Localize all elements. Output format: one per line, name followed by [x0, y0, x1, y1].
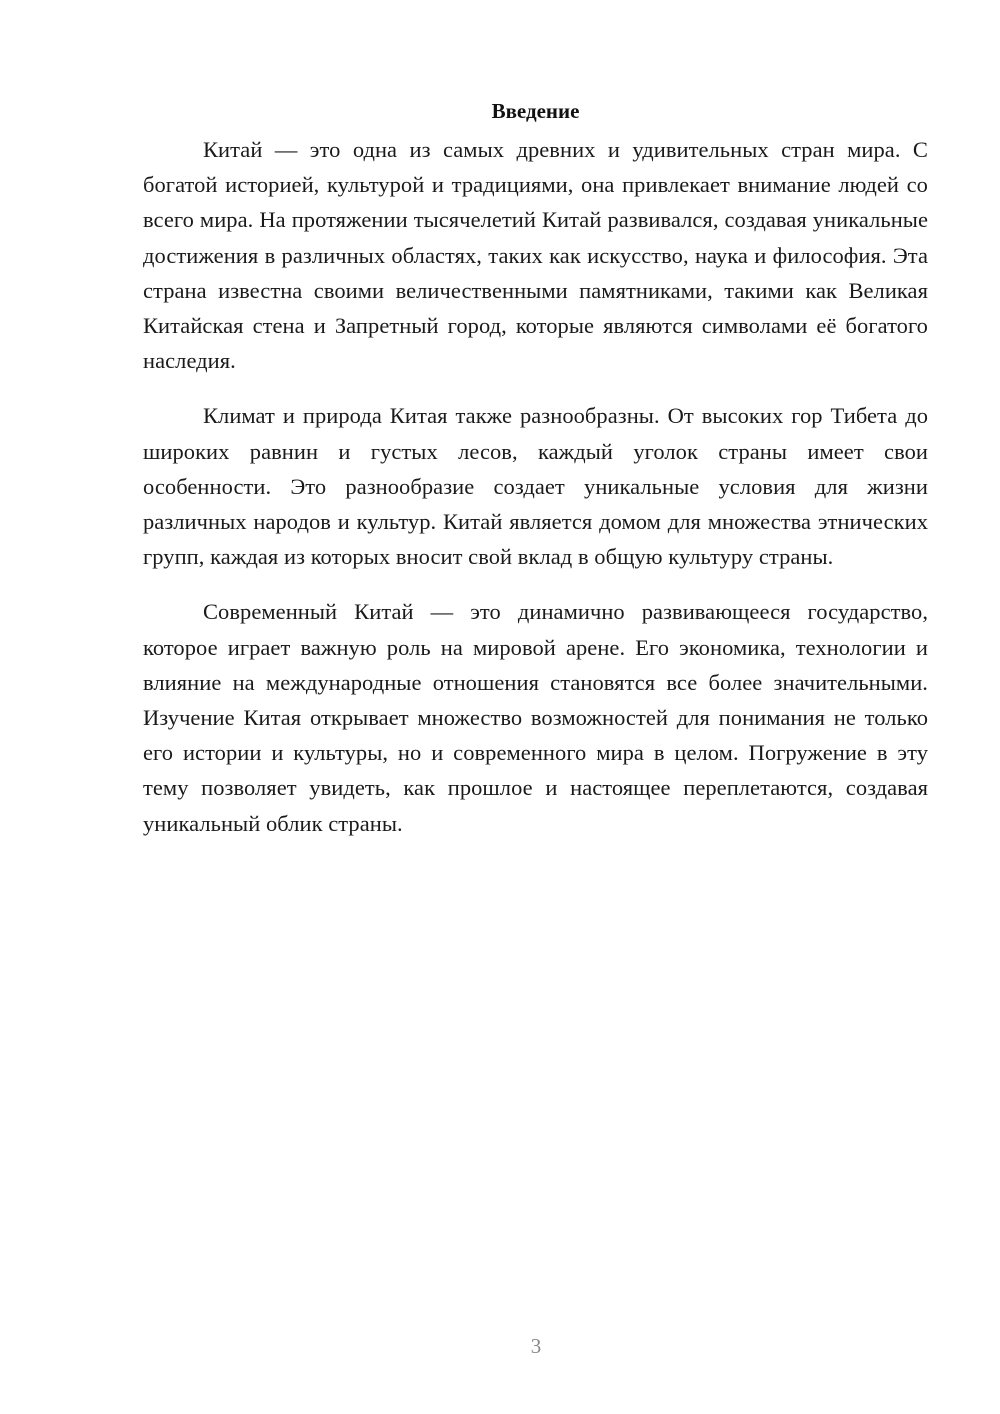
page-content: [143, 96, 928, 861]
paragraph-2: Климат и природа Китая также разнообразны. От высоких гор Тибета до широких равнин и густых лесов, каждый уголок страны имеет свои особенности. Это разнообразие создает уникальные условия для жизни различных народов и культур. Китай является домом для множества этнических групп, каждая из которых вносит свой вклад в общую культуру страны.: [143, 403, 928, 570]
paragraph-3: Современный Китай — это динамично развивающееся государство, которое играет важную роль на мировой арене. Его экономика, технологии и влияние на международные отношения становятся все более значительными. Изучение Китая открывает множество возможностей для понимания не только его истории и культуры, но и современного мира в целом. Погружение в эту тему позволяет увидеть, как прошлое и настоящее переплетаются, создавая уникальный облик страны.: [143, 599, 928, 836]
paragraph-1: Китай — это одна из самых древних и удивительных стран мира. С богатой историей, культурой и традициями, она привлекает внимание людей со всего мира. На протяжении тысячелетий Китай развивался, создавая уникальные достижения в различных областях, таких как искусство, наука и философия. Эта страна известна своими величественными памятниками, такими как Великая Китайская стена и Запретный город, которые являются символами её богатого наследия.: [143, 137, 928, 374]
section-heading: Введение: [491, 99, 580, 123]
page-number: 3: [530, 1334, 542, 1358]
